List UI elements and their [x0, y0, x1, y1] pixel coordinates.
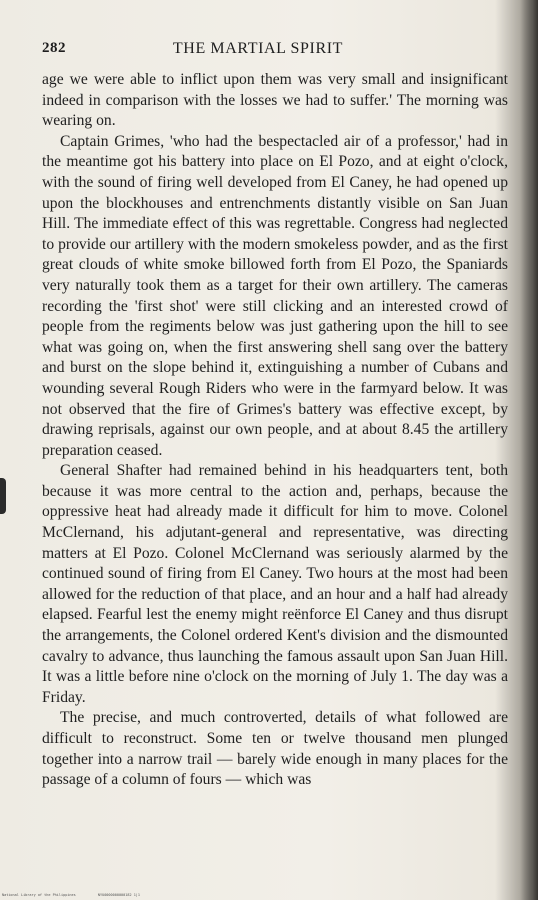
body-text [42, 70, 508, 791]
running-head-title: THE MARTIAL SPIRIT [172, 40, 344, 57]
paragraph: General Shafter had remained behind in his headquarters tent, both because it was more central to the action and, perhaps, because the oppressive heat had already made it difficult for him to move. Colonel McClernand, his adjutant-general and representative, was directing matters at El Pozo. Colonel McClernand was seriously alarmed by the continued sound of firing from El Caney. Two hours at the most had been allowed for the reduction of that place, and an hour and a half had already elapsed. Fearful lest the enemy might reënforce El Caney and thus disrupt the arrangements, the Colonel ordered Kent's division and the dismounted cavalry to advance, thus launching the famous assault upon San Juan Hill. It was a little before nine o'clock on the morning of July 1. The day was a Friday. [42, 462, 508, 706]
footer-library: National Library of the Philippines [2, 893, 76, 897]
page-number: 282 [42, 40, 66, 56]
footer-id: NYU0000000000182 1|1 [97, 893, 141, 897]
paragraph: The precise, and much controverted, details of what followed are difficult to reconstruct. Some ten or twelve thousand men plunged together into a narrow trail — barely wide enough in many places for the passage of a column of fours — which was [42, 709, 508, 789]
page-gutter-shadow [520, 0, 538, 900]
scan-footer [2, 893, 160, 897]
paragraph: age we were able to inflict upon them was very small and insignificant indeed in comparison with the losses we had to suffer.' The morning was wearing on. [42, 71, 508, 130]
paragraph: Captain Grimes, 'who had the bespectacled air of a professor,' had in the meantime got his battery into place on El Pozo, and at eight o'clock, with the sound of firing well developed from El Caney, he had opened up upon the blockhouses and entrenchments distantly visible on San Juan Hill. The immediate effect of this was regrettable. Congress had neglected to provide our artillery with the modern smokeless powder, and as the first great clouds of white smoke billowed forth from El Pozo, the Spaniards very naturally took them as a target for their own artillery. The cameras recording the 'first shot' were still clicking and an interested crowd of people from the regiments below was just gathering upon the hill to see what was going on, when the first answering shell sang over the battery and burst on the slope behind it, extinguishing a number of Cubans and wounding several Rough Riders who were in the farmyard below. It was not observed that the fire of Grimes's battery was effective except, by drawing reprisals, against our own people, and at about 8.45 the artillery preparation ceased. [42, 132, 508, 459]
running-head [42, 40, 514, 62]
page-edge-mark [0, 478, 6, 514]
